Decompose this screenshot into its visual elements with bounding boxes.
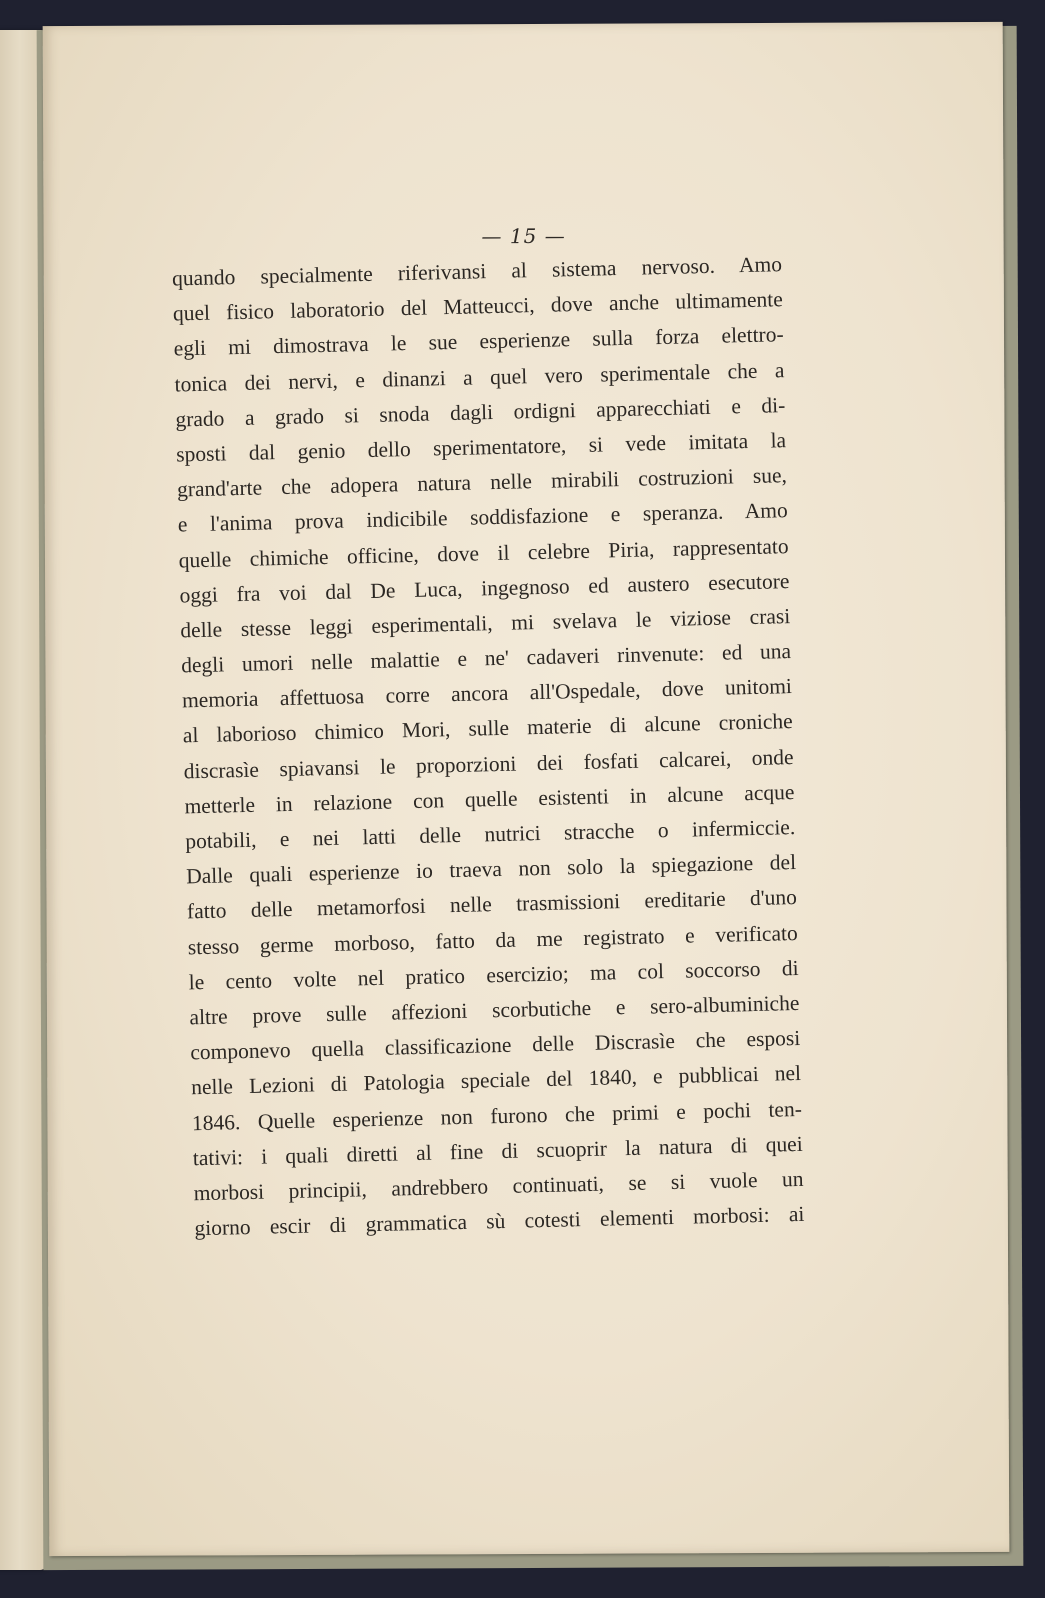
- text-line: quel fisico laboratorio del Matteucci, dove anche ultimamente: [172, 287, 784, 326]
- text-line: grado a grado si snoda dagli ordigni apparecchiati e di-: [175, 392, 786, 432]
- text-line: sposti dal genio dello sperimentatore, si vede imitata la: [175, 428, 787, 467]
- text-line: memoria affettuosa corre ancora all'Ospedale, dove unitomi: [181, 674, 793, 713]
- text-line: degli umori nelle malattie e ne' cadaveri rinvenute: ed una: [180, 639, 792, 678]
- text-line: potabili, e nei latti delle nutrici stracche o infermiccie.: [185, 815, 796, 854]
- text-line: altre prove sulle affezioni scorbutiche e sero-albuminiche: [189, 990, 800, 1030]
- text-line: tonica dei nervi, e dinanzi a quel vero sperimentale che a: [174, 357, 785, 397]
- text-line: delle stesse leggi esperimentali, mi svelava le viziose crasi: [180, 603, 791, 643]
- page-body-text: [172, 247, 805, 1246]
- text-line: quando specialmente riferivansi al sistema nervoso. Amo: [171, 252, 783, 291]
- text-line: componevo quella classificazione delle Discrasìe che esposi: [190, 1026, 801, 1065]
- text-line: grand'arte che adopera natura nelle mirabili costruzioni sue,: [176, 463, 788, 502]
- book-page: [43, 22, 1010, 1556]
- text-line: discrasìe spiavansi le proporzioni dei fosfati calcarei, onde: [183, 744, 794, 784]
- text-line: nelle Lezioni di Patologia speciale del 1840, e pubblicai nel: [190, 1061, 802, 1100]
- text-line: morbosi principii, andrebbero continuati, se si vuole un: [193, 1166, 804, 1206]
- text-line: tativi: i quali diretti al fine di scuoprir la natura di quei: [192, 1131, 803, 1170]
- text-line: stesso germe morboso, fatto da me registrato e verificato: [187, 920, 798, 959]
- text-line: Dalle quali esperienze io traeva non solo la spiegazione del: [185, 850, 797, 889]
- text-line: 1846. Quelle esperienze non furono che primi e pochi ten-: [191, 1096, 803, 1135]
- text-line: fatto delle metamorfosi nelle trasmissioni ereditarie d'uno: [186, 885, 798, 924]
- text-line: metterle in relazione con quelle esistenti in alcune acque: [184, 779, 795, 819]
- text-line: le cento volte nel pratico esercizio; ma col soccorso di: [188, 955, 799, 995]
- text-line: egli mi dimostrava le sue esperienze sulla forza elettro-: [173, 322, 784, 361]
- text-line: oggi fra voi dal De Luca, ingegnoso ed austero esecutore: [179, 568, 790, 608]
- text-line: quelle chimiche officine, dove il celebre Piria, rappresentato: [178, 533, 789, 572]
- text-line: al laborioso chimico Mori, sulle materie di alcune croniche: [182, 709, 793, 748]
- page-number: — 15 —: [481, 223, 566, 249]
- text-line: e l'anima prova indicibile soddisfazione e speranza. Amo: [177, 498, 789, 537]
- text-line: giorno escir di grammatica sù cotesti elementi morbosi: ai: [194, 1201, 805, 1241]
